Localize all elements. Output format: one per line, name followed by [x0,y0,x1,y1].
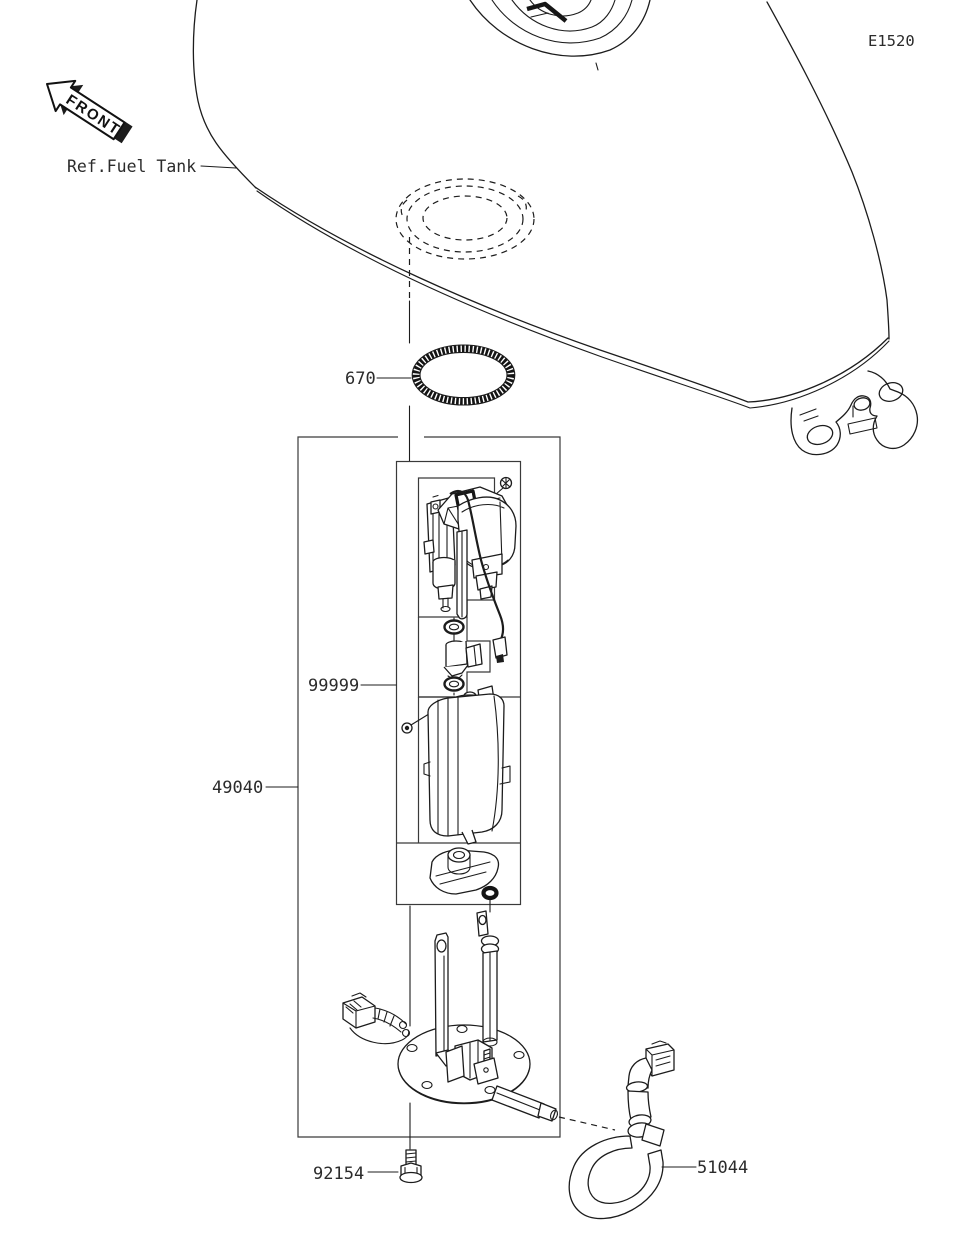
callout-51044 [662,1158,748,1178]
joint-valve [444,641,482,681]
callout-99999 [308,676,396,696]
grommet [484,888,497,898]
pump-hole-dashed [396,179,534,259]
bracket-assembly [343,900,615,1149]
wire-connector [493,637,507,658]
front-direction-badge [37,69,137,150]
pump-top-unit [424,478,516,664]
small-o-ring-bottom [445,678,464,691]
ref-fuel-tank-label: Ref.Fuel Tank [67,157,197,176]
small-o-ring-top [445,621,464,634]
front-badge-label: FRONT [62,91,124,140]
flange-bolt-92154 [400,1150,422,1183]
ref-fuel-tank-callout [67,157,236,176]
tank-bracket [791,371,917,455]
outlet-pipe [492,1086,615,1130]
callout-49040 [212,778,298,798]
pump-base-plate [430,848,498,898]
diagram-code: E1520 [868,32,915,50]
hose-loop [569,1136,663,1219]
part-number-49040[interactable]: 49040 [212,778,264,798]
filler-neck [470,0,650,70]
part-number-92154[interactable]: 92154 [313,1164,365,1184]
joint-section [444,618,482,700]
callout-670 [345,369,411,389]
fuel-tank-outline [193,0,917,455]
fuel-hose-51044 [569,1041,674,1219]
electrical-connector [343,993,410,1044]
part-number-670[interactable]: 670 [345,369,376,389]
part-number-51044[interactable]: 51044 [697,1158,749,1178]
callout-92154 [313,1164,398,1184]
part-number-99999[interactable]: 99999 [308,676,360,696]
o-ring-670 [412,345,515,405]
